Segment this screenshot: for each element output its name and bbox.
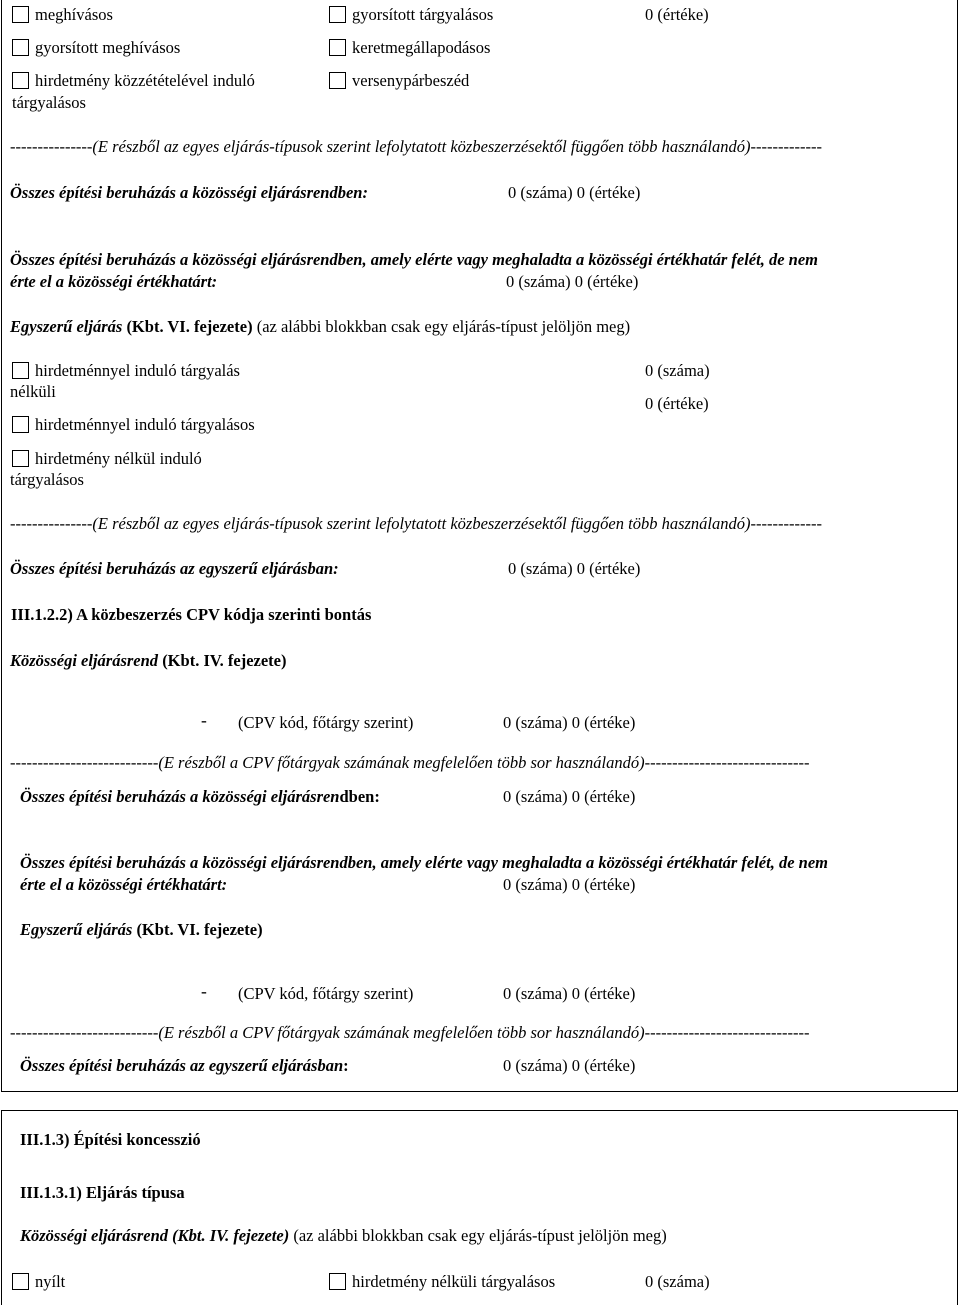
- total-label: Összes építési beruházás a közösségi eljárásrendben:: [10, 183, 368, 202]
- checkbox-icon[interactable]: [329, 1273, 346, 1290]
- simple-procedure-heading: Egyszerű eljárás (Kbt. VI. fejezete) (az alábbi blokkban csak egy eljárás-típust jelöljön meg): [10, 317, 631, 336]
- option-gyorsitott-meghivasos[interactable]: gyorsított meghívásos: [12, 38, 180, 58]
- option-nyilt[interactable]: nyílt: [12, 1272, 65, 1292]
- total-value: 0 (száma) 0 (értéke): [508, 559, 641, 578]
- dash: -: [201, 710, 207, 730]
- section-title: III.1.2.2) A közbeszerzés CPV kódja szerinti bontás: [11, 605, 372, 624]
- total-value: 0 (száma) 0 (értéke): [503, 787, 636, 806]
- total-label: Összes építési beruházás az egyszerű eljárásban:: [10, 559, 339, 578]
- separator-line: ---------------(E részből az egyes eljárás-típusok szerint lefolytatott közbeszerzésektől függően több használandó)-------------: [10, 514, 822, 533]
- option-hirdetmeny-kozzetetelevel-line2: tárgyalásos: [12, 93, 86, 112]
- value-szama: 0 (száma): [645, 361, 710, 380]
- total-threshold-label: Összes építési beruházás a közösségi eljárásrendben, amely elérte vagy meghaladta a közösségi értékhatár felét, de nem: [20, 853, 828, 872]
- cpv-label: (CPV kód, főtárgy szerint): [238, 713, 414, 732]
- option-hirdetmeny-nelkul[interactable]: hirdetmény nélkül induló: [12, 449, 202, 469]
- value-erteke: 0 (értéke): [645, 394, 709, 413]
- section-subtitle: III.1.3.1) Eljárás típusa: [20, 1183, 185, 1202]
- total-threshold-value: 0 (száma) 0 (értéke): [503, 875, 636, 894]
- total-threshold-label-line2: érte el a közösségi értékhatárt:: [10, 272, 218, 291]
- separator-line: ---------------(E részből az egyes eljárás-típusok szerint lefolytatott közbeszerzésektől függően több használandó)-------------: [10, 137, 822, 156]
- checkbox-icon[interactable]: [12, 39, 29, 56]
- total-value: 0 (száma) 0 (értéke): [503, 1056, 636, 1075]
- separator-line: ---------------------------(E részből a CPV főtárgyak számának megfelelően több sor használandó)------------------------------: [10, 753, 810, 772]
- cpv-value: 0 (száma) 0 (értéke): [503, 713, 636, 732]
- option-gyorsitott-targyalasos[interactable]: gyorsított tárgyalásos: [329, 5, 493, 25]
- checkbox-icon[interactable]: [12, 6, 29, 23]
- total-threshold-label-line2: érte el a közösségi értékhatárt:: [20, 875, 228, 894]
- option-keretmegallapodasos[interactable]: keretmegállapodásos: [329, 38, 490, 58]
- cpv-value: 0 (száma) 0 (értéke): [503, 984, 636, 1003]
- checkbox-icon[interactable]: [329, 72, 346, 89]
- simple-procedure-heading: Egyszerű eljárás (Kbt. VI. fejezete): [20, 920, 263, 939]
- option-hirdetmennyel-targyalasos[interactable]: hirdetménnyel induló tárgyalásos: [12, 415, 255, 435]
- total-threshold-value: 0 (száma) 0 (értéke): [506, 272, 639, 291]
- checkbox-icon[interactable]: [12, 1273, 29, 1290]
- checkbox-icon[interactable]: [12, 362, 29, 379]
- checkbox-icon[interactable]: [329, 39, 346, 56]
- option-hirdetmennyel-tárgyalas-nelkuli[interactable]: hirdetménnyel induló tárgyalás: [12, 361, 240, 381]
- total-label: Összes építési beruházás a közösségi eljárásrendben:: [20, 787, 380, 806]
- separator-line: ---------------------------(E részből a CPV főtárgyak számának megfelelően több sor használandó)------------------------------: [10, 1023, 810, 1042]
- option-line2: nélküli: [10, 382, 56, 401]
- total-label: Összes építési beruházás az egyszerű eljárásban:: [20, 1056, 349, 1075]
- community-procedure-heading: Közösségi eljárásrend (Kbt. IV. fejezete): [10, 651, 287, 670]
- checkbox-icon[interactable]: [12, 416, 29, 433]
- option-hirdetmeny-kozzetetelevel[interactable]: hirdetmény közzétételével induló: [12, 71, 255, 91]
- option-versenyparbeszed[interactable]: versenypárbeszéd: [329, 71, 469, 91]
- option-meghivasos[interactable]: meghívásos: [12, 5, 113, 25]
- value-erteke-top: 0 (értéke): [645, 5, 709, 24]
- option-line2: tárgyalásos: [10, 470, 84, 489]
- value-szama: 0 (száma): [645, 1272, 710, 1291]
- cpv-label: (CPV kód, főtárgy szerint): [238, 984, 414, 1003]
- section-title: III.1.3) Építési koncesszió: [20, 1130, 201, 1149]
- checkbox-icon[interactable]: [12, 72, 29, 89]
- total-value: 0 (száma) 0 (értéke): [508, 183, 641, 202]
- checkbox-icon[interactable]: [12, 450, 29, 467]
- option-hirdetmeny-nelkuli-targyalasos[interactable]: hirdetmény nélküli tárgyalásos: [329, 1272, 555, 1292]
- checkbox-icon[interactable]: [329, 6, 346, 23]
- dash: -: [201, 981, 207, 1001]
- total-threshold-label: Összes építési beruházás a közösségi eljárásrendben, amely elérte vagy meghaladta a közösségi értékhatár felét, de nem: [10, 250, 818, 269]
- community-procedure-heading: Közösségi eljárásrend (Kbt. IV. fejezete) (az alábbi blokkban csak egy eljárás-típust jelöljön meg): [20, 1226, 667, 1245]
